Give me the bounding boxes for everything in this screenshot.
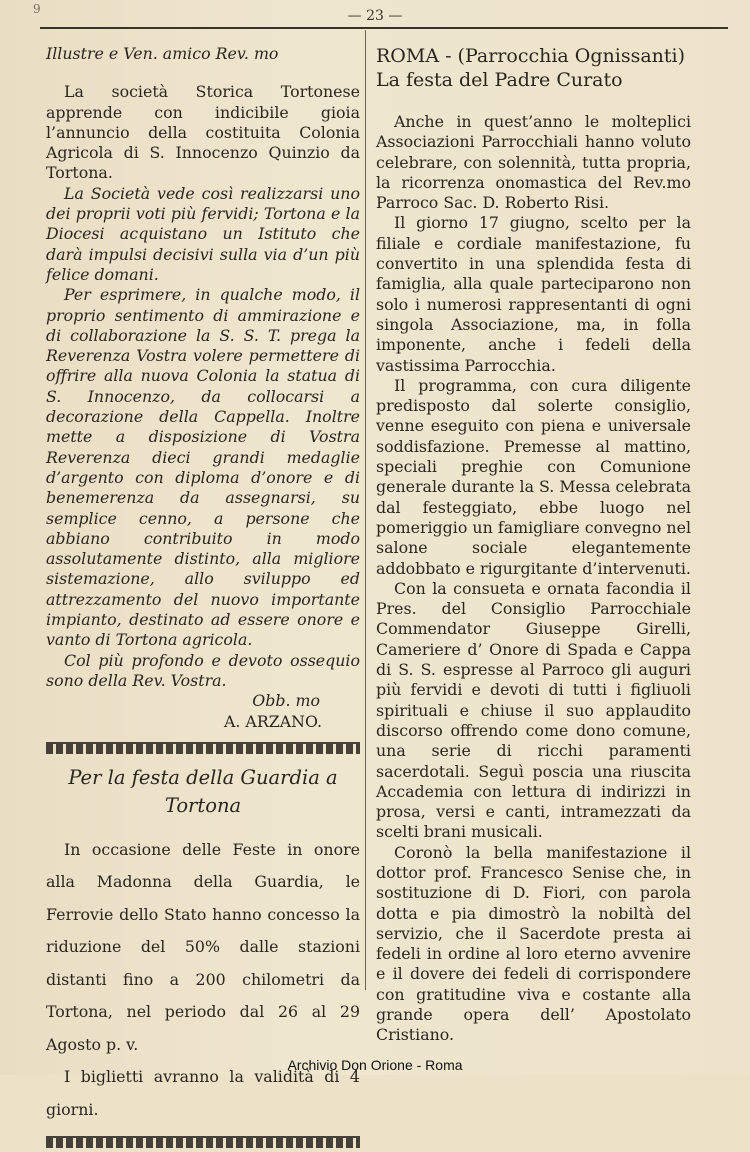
letter-paragraph: La Società vede così realizzarsi uno dei proprii voti più fervidi; Tortona e la Diocesi acquistano un Istituto che darà impulsi decisivi sulla via d’un più felice domani. xyxy=(46,183,360,284)
ornament-divider xyxy=(46,1136,360,1148)
archive-footer: Archivio Don Orione - Roma xyxy=(287,1057,463,1073)
section-title-guardia: Per la festa della Guardia a Tortona xyxy=(68,765,338,817)
letter-paragraph: Per esprimere, in qualche modo, il proprio sentimento di ammirazione e di collaborazione la S. S. T. prega la Reverenza Vostra volere permettere di offrire alla nuova Colonia la statua di S. Innocenzo, da collocarsi a decorazione della Cappella. Inoltre mette a disposizione di Vostra Reverenza dieci grandi medaglie d’argento con diploma d’onore e di benemerenza da assegnarsi, su semplice cenno, a persone che abbiano contribuito in modo assolutamente distinto, alla migliore sistemazione, allo sviluppo ed attrezzamento del nuovo importante impianto, destinato ad essere onore e vanto di Tortona agricola. xyxy=(46,285,360,650)
left-column xyxy=(46,44,360,1152)
page-number: — 23 — xyxy=(347,8,403,24)
letter-salutation: Illustre e Ven. amico Rev. mo xyxy=(46,44,279,63)
article-paragraph: Coronò la bella manifestazione il dottor prof. Francesco Senise che, in sostituzione di D. Fiori, con parola dotta e pia dimostrò la nobiltà del servizio, che il Sacerdote presta ai fedeli in ordine al loro eterno avvenire e il dovere dei fedeli di corrispondere con gratitudine viva e costante alla grande opera dell’ Apostolato Cristiano. xyxy=(376,842,691,1045)
ornament-divider xyxy=(46,742,360,754)
article-heading: ROMA - (Parrocchia Ognissanti) xyxy=(376,45,686,67)
guardia-notice xyxy=(46,834,360,1127)
column-divider xyxy=(365,30,366,990)
guardia-paragraph: I biglietti avranno la validità di 4 giorni. xyxy=(46,1067,360,1119)
article-paragraph: Anche in quest’anno le molteplici Associazioni Parrocchiali hanno voluto celebrare, con solennità, tutta propria, la ricorrenza onomastica del Rev.mo Parroco Sac. D. Roberto Risi. xyxy=(376,112,691,213)
letter-paragraph: La società Storica Tortonese apprende con indicibile gioia l’annuncio della costituita Colonia Agricola di S. Innocenzo Quinzio da Tortona. xyxy=(46,82,360,183)
header-rule xyxy=(40,27,728,29)
article-paragraph: Il giorno 17 giugno, scelto per la filiale e cordiale manifestazione, fu convertito in una splendida festa di famiglia, alla quale parteciparono non solo i numerosi rappresentanti di ogni singola Associazione, ma, in folla imponente, anche i fedeli della vastissima Parrocchia. xyxy=(376,213,691,375)
letter-closing: Obb. mo xyxy=(252,691,320,711)
article-paragraph: Con la consueta e ornata facondia il Pres. del Consiglio Parrocchiale Commendator Giuseppe Girelli, Cameriere d’ Onore di Spada e Cappa di S. S. espresse al Parroco gli auguri più fervidi e devoti di tutti i figliuoli spirituali e chiuse il suo applaudito discorso offrendo come dono comune, una serie di ricchi paramenti sacerdotali. Seguì poscia una riuscita Accademia con lettura di indirizzi in prosa, versi e canti, intramezzati da scelti brani musicali. xyxy=(376,578,691,842)
right-column xyxy=(376,44,691,1046)
article-paragraph: Il programma, con cura diligente predisposto dal solerte consiglio, venne eseguito con piena e universale soddisfazione. Premesse al mattino, speciali preghie con Comunione generale durante la S. Messa celebrata dal festeggiato, ebbe luogo nel pomeriggio un famigliare convegno nel salone sociale elegantemente addobbato e rigurgitante d’intervenuti. xyxy=(376,375,691,578)
letter-signature: A. ARZANO. xyxy=(223,711,322,731)
article-body xyxy=(376,112,691,1046)
guardia-paragraph: In occasione delle Feste in onore alla Madonna della Guardia, le Ferrovie dello Stato hanno concesso la riduzione del 50% dalle stazioni distanti fino a 200 chilometri da Tortona, nel periodo dal 26 al 29 Agosto p. v. xyxy=(46,839,360,1054)
article-subheading: La festa del Padre Curato xyxy=(376,69,623,91)
letter-paragraph: Col più profondo e devoto ossequio sono della Rev. Vostra. xyxy=(46,650,360,690)
corner-mark: 9 xyxy=(33,2,41,16)
